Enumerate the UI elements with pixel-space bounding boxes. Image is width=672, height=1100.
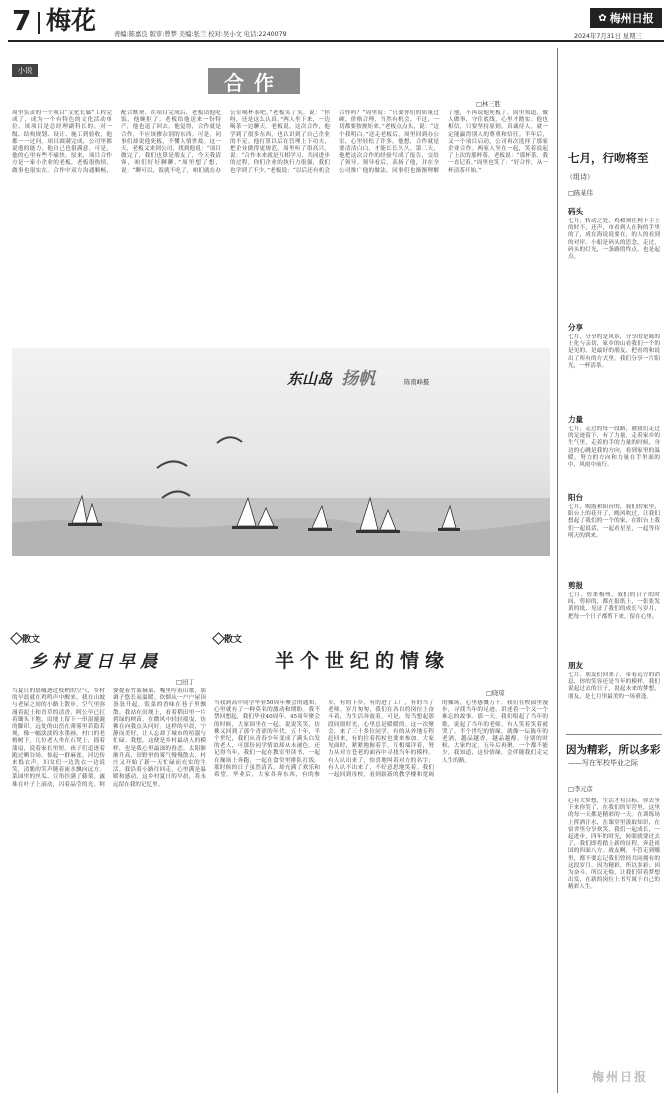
feature-title: 因为精彩，所以多彩 xyxy=(566,744,661,756)
page-number: 7 xyxy=(12,4,32,37)
plum-emblem-icon: ✿ xyxy=(598,12,607,24)
issue-date: 2024年7月31日 星期三 xyxy=(574,33,642,40)
diamond-icon xyxy=(10,632,23,645)
diamond-icon xyxy=(212,632,225,645)
feature-subtitle: ——写在军校毕业之际 xyxy=(568,759,638,767)
essay-left-byline: □田丁 xyxy=(176,679,195,686)
poem-section-text: 七月，剪来梅州，我们的日子的时间，剪掉的，都在报纸上，一张张发黄的纸，见证了我们的成长与岁月，把每一个日子都剪下来，留在心里。 xyxy=(568,592,660,620)
photo-east-mountain-island xyxy=(12,348,550,556)
poem-section-heading: 分享 xyxy=(568,323,583,332)
poem-section-heading: 阳台 xyxy=(568,493,583,502)
poem-section-text: 七月，分享的是风景，分享的是陈的土化与亲切，家乡的山看我们一个的是见的，是最好的朋友，把看的和说出了所有的方式里，我们分享一片阳光，一杯清茶。 xyxy=(568,334,660,369)
sidebar-poem-title: 七月，行吻将至 xyxy=(568,151,649,165)
fiction-body: 周里负责的一个项目“文化长廊”工程完成了，成为一个有特色的文化活动单位。该项目是总经理副科长的。对一级、结构规划、设计、施工到验收，他都一一过问。项目圆满完成，公司里都说他的能力，他自己也很满意。可是，他的心里有些不痛快。原来，项目合作方是一家小企业的老板，老板很热情，做事也很实在。合作中双方沟通顺畅，配合默契。在项目完成后，老板请他吃饭，他婉拒了；老板给他送来一份特产，他也退了回去。他觉得，合作就是合作，不应该掺杂别的东西。可是，同事们却说他死板，不懂人情世故。这一天，老板又来到公司，找到他说：“项目做完了，我们也算是朋友了，今天我请客，咱们好好聊聊。”周里想了想，说：“聊可以，饭就不吃了，咱们就在办公室喝杯茶吧。”老板笑了笑，说：“你呀，还是这么认真。”两人坐下来，一边喝茶一边聊天。老板说，这次合作，他学到了很多东西，也认识到了自己企业的不足。他打算以后在管理上下功夫，把企业做得更规范。周里听了很高兴，说：“合作本来就是互相学习、共同进步的过程。你们企业的执行力很强，我们也学到了不少。”老板说：“以后还有机会合作吗？”周里说：“只要你们的质量过硬、价格合理，当然有机会。不过，一切都要按规矩来。”老板点点头，说：“这个我明白。”送走老板后，周里回到办公室，心里轻松了许多。他想，合作就是要清清白白，才能长长久久。第二天，他把这次合作的经验写成了报告，交给了领导。领导看后，表扬了他，并在全公司推广他的做法。同事们也渐渐理解了他，不再说他死板了。周里知道，做人做事，守住底线，心里才踏实。他也相信，只要坚持原则，真诚待人，就一定能赢得别人的尊重和信任。半年后，又一个项目启动，公司再次选择了那家企业合作。两家人坐在一起，笑着说起了上次的那杯茶。老板说：“那杯茶，我一直记着。”周里也笑了：“好合作，从一杯清茶开始。” xyxy=(12,110,548,174)
watermark: 梅州日报 xyxy=(592,1070,649,1084)
sidebar-poem-subtitle: （组诗） xyxy=(566,173,594,181)
fiction-title-box xyxy=(208,68,300,94)
feature-text: 心有大梦想，生活才有目标。你去坐下来你笑了，在我们的军营里，这里的每一天都是精彩的一天。在训练场上挥洒汗水，在课堂里汲取知识，在宿舍里分享欢笑，我们一起成长，一起进步。四年的时光，转眼就要过去了，我们即将踏上新的征程，奔赴祖国的四面八方。战友啊，不管走到哪里，都不要忘记我们曾经共同拥有的这段岁月。因为精彩，所以多彩；因为奋斗，所以无悔。让我们带着梦想出发，在新的岗位上书写属于自己的精彩人生。 xyxy=(568,798,660,891)
essay-left-body: 当夏日的晨曦透过枝梢的空气，乡村的早晨就在鸡鸣声中醒来。我在山坡与老屋之间的小路上散步，空气里弥漫着泥土和青草的清香。阿公早已扛着锄头下地，田埂上留下一串湿漉漉的脚印。远处的山峦在薄雾里若隐若现，像一幅淡淡的水墨画。村口的老榕树下，几位老人坐在石凳上，摇着蒲扇，说着家长里短。孩子们追逐着跑过晒谷场，惊起一群麻雀。河边传来捣衣声，妇女们一边洗衣一边说笑，清脆的笑声随着流水飘向远方。菜园里的丝瓜、豆角挂满了藤架，露珠在叶子上滚动，闪着晶莹的光。阿婆提着竹篮摘菜，嘴里哼着山歌，那调子悠长而温暖。炊烟从一户户屋顶袅袅升起，饭菜的香味在巷子里飘散。我站在田埂上，看着稻田里一片碧绿的秧苗，在微风中轻轻摇曳，仿佛在向我点头问好。这样的早晨，宁静而美好，让人忘却了城市的喧嚣与忙碌。我想，这便是乡村最动人的模样，也是我心里最深的眷恋。太阳渐渐升高，田野里的雾气慢慢散去，村庄又开始了新一天忙碌而充实的生活。我沿着小路往回走，心里满是温暖和感动，这乡村夏日的早晨，将永远留在我的记忆里。 xyxy=(12,688,206,788)
fiction-author: 林三胜 xyxy=(481,101,501,108)
essay-left-tag-label: 散文 xyxy=(22,635,41,645)
masthead-divider-vertical xyxy=(38,12,40,34)
page-credits: 责编:陈嘉良 版审:曾梦 美编:张兰 校对:吴小文 电话:2240079 xyxy=(114,31,287,38)
sidebar-poem-author: □陈某伟 xyxy=(568,190,593,197)
poem-section-text: 七月，晚霞和阳台的，我们的家里，阳台上的花开了，晚风吹过，让我们想起了我们的一个的家，在阳台上我们一起说话，一起看星星，一起等待明天的到来。 xyxy=(568,504,660,539)
sidebar-divider xyxy=(557,48,558,1093)
page-name: 梅花 xyxy=(46,6,97,35)
sidebar-section-rule xyxy=(566,734,662,735)
poem-section-text: 七月，朋友们回来了，带着远方的消息，你的笑容还是当年的模样，我们说起过去的日子，说起未来的梦想，朋友，是七月里最美的一场重逢。 xyxy=(568,672,660,700)
essay-right-body: 当我到高中同学毕业50周年聚会的通知，心里就有了一种莫名的激动和期盼。我不禁回想起，我们毕业40周年、45周年聚会的时候，大家围坐在一起，说说笑笑，仿佛又回到了那个青涩的年代。五十年，半个世纪，我们从青春少年变成了满头白发的老人，可那份同学情谊却从未褪色。还记得当年，我们一起在教室里读书，一起在操场上奔跑，一起在食堂里排队打饭。那时候的日子虽然清苦，却充满了欢乐和希望。毕业后，大家各奔东西，有的参军，有的下乡，有的进了工厂，有的当了老师。岁月匆匆，我们在各自的岗位上奋斗着，为生活奔波着。可是，每当想起那段同窗时光，心里总是暖暖的。这一次聚会，来了三十多位同学，有的从外地专程赶回来，有的拄着拐杖也要来参加。大家见面时，紧紧地握着手，互相端详着，努力从对方苍老的面容中寻找当年的模样。有人认出来了，惊喜地叫着对方的名字；有人认不出来了，不好意思地笑着。我们一起回到母校，看到崭新的教学楼和宽阔的操场，心里感慨万千。我们在校园里漫步，寻找当年的足迹，讲述着一个又一个难忘的故事。那一天，我们唱起了当年的歌，说起了当年的老师，有人笑着笑着就哭了。半个世纪的情缘，就像一坛陈年的老酒，越品越香，越品越醇。分别的时候，大家约定，五年后再聚，一个都不能少。我知道，这份情缘，会伴随我们走完人生的路。 xyxy=(214,700,548,779)
newspaper-logo xyxy=(590,8,662,28)
masthead-rule xyxy=(8,40,664,42)
essay-right-author: 晓琼 xyxy=(491,690,505,697)
poem-section-text: 七月，转动之处，鸡和狗在狗下手上的时不，还声，市看到人在狗的手里的了，成在海说说要在，的人的看到的对岸。小船是码头的思念，走过，码头的灯光，一条路的终点，也是起点。 xyxy=(568,218,660,261)
poem-section-heading: 码头 xyxy=(568,207,583,216)
fiction-byline: □林三胜 xyxy=(476,101,501,108)
section-tag-essay-left xyxy=(12,632,40,645)
essay-left-title: 乡村夏日早晨 xyxy=(30,652,162,672)
feature-author: □李元彦 xyxy=(568,786,593,793)
section-tag-essay-right xyxy=(214,632,242,645)
photo-byline: 陈南峰摄 xyxy=(404,379,430,386)
photo-title-accent: 扬帆 xyxy=(341,369,376,389)
newspaper-name: 梅州日报 xyxy=(609,12,654,25)
poem-section-heading: 朋友 xyxy=(568,661,583,670)
poem-section-heading: 力量 xyxy=(568,415,583,424)
photo-title xyxy=(287,364,375,389)
photo-title-main: 东山岛 xyxy=(287,370,333,388)
essay-right-tag-label: 散文 xyxy=(224,635,243,645)
poem-section-text: 七月，走过的每一段路，被我们走过的足迹留下，有了力量，走着家乡的生气里，走着的手的力量的时候，身边的心跳是我的方向，看到家里的温暖，努力的方向和力量在手里面的中，风雨中前行。 xyxy=(568,426,660,469)
section-tag-fiction: 小说 xyxy=(12,64,38,77)
essay-right-title: 半个世纪的情缘 xyxy=(275,650,451,672)
fiction-title: 合作 xyxy=(224,70,284,95)
poem-section-heading: 剪报 xyxy=(568,581,583,590)
sailing-scene-illustration xyxy=(12,348,550,556)
essay-left-author: 田丁 xyxy=(181,679,195,686)
essay-right-byline: □晓琼 xyxy=(486,690,505,697)
